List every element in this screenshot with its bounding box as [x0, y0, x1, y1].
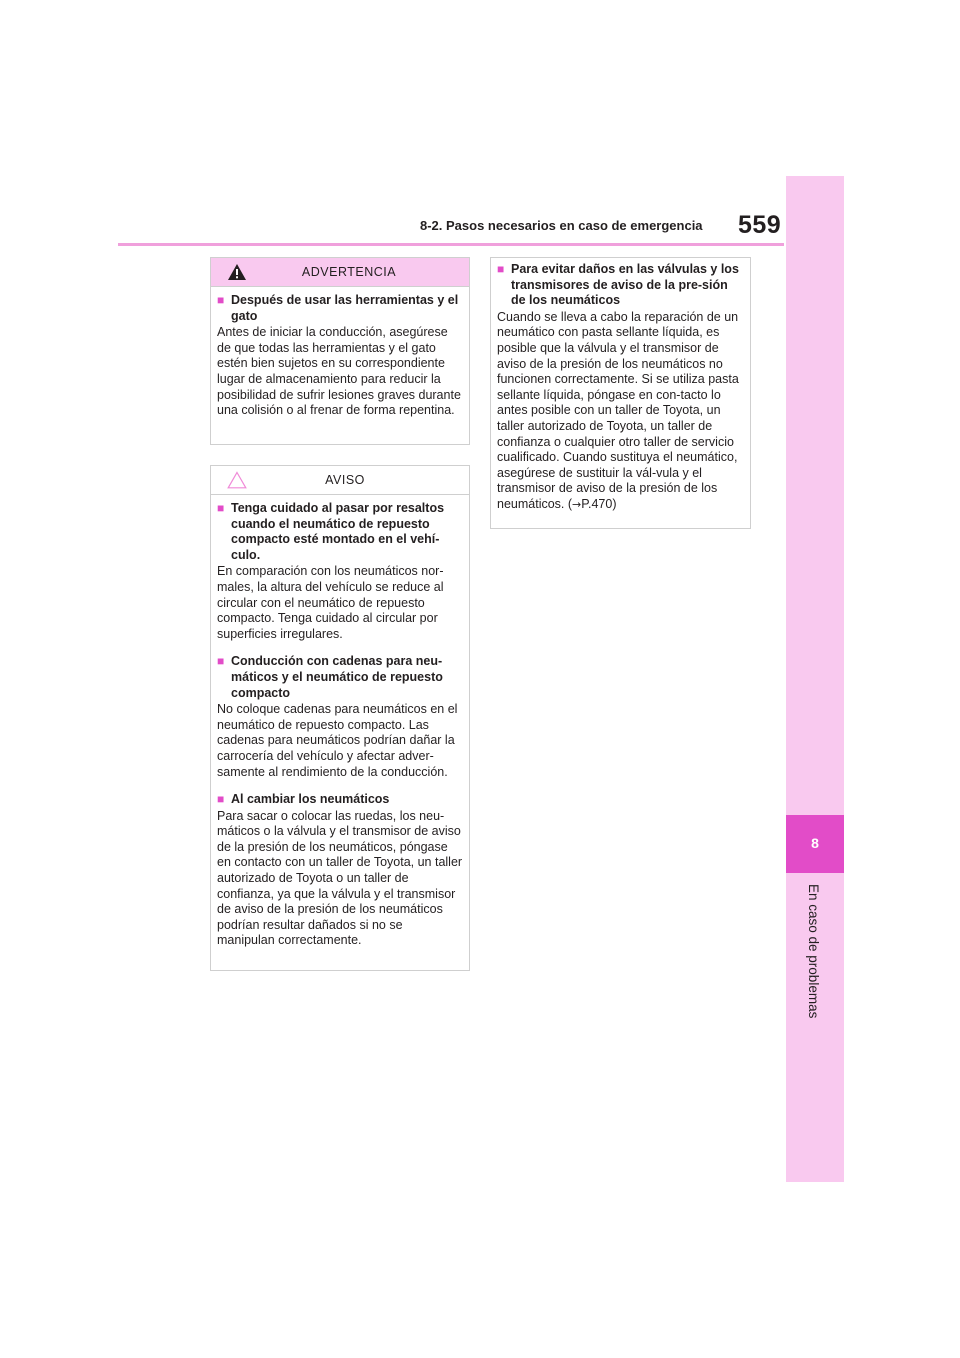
caution-triangle-icon [227, 471, 247, 489]
notice-heading: AVISO [325, 473, 365, 487]
chapter-label: En caso de problemas [806, 884, 821, 1019]
page-reference-link[interactable]: P.470 [581, 496, 613, 511]
warning-box [210, 257, 470, 445]
square-bullet-icon: ■ [217, 293, 225, 307]
notice-continuation-box [490, 257, 751, 529]
notice-item-text: Para sacar o colocar las ruedas, los neu-máticos o la válvula y el transmisor de aviso de la presión de los neumáticos, póngase en contacto con un taller de Toyota, un taller autorizado de Toyota o un taller de confianza, ya que la válvula y el transmisor de aviso de la presión de los neumáticos podrían resultar dañados si no se manipulan correctamente. [217, 808, 463, 948]
notice-item-title: ■ Al cambiar los neumáticos [217, 792, 390, 807]
notice-box [210, 465, 470, 971]
section-title: 8-2. Pasos necesarios en caso de emergencia [420, 218, 703, 233]
header-rule [118, 243, 784, 246]
page-number: 559 [738, 211, 782, 239]
warning-item-title: ■ Después de usar las herramientas y el gato [217, 293, 459, 323]
arrow-right-icon: → [572, 497, 582, 511]
warning-triangle-icon [227, 263, 247, 281]
square-bullet-icon: ■ [217, 654, 225, 669]
chapter-number: 8 [811, 835, 819, 851]
square-bullet-icon: ■ [497, 262, 505, 276]
square-bullet-icon: ■ [217, 792, 225, 807]
warning-heading: ADVERTENCIA [301, 265, 397, 279]
notice-item-text: En comparación con los neumáticos nor-males, la altura del vehículo se reduce al circular con el neumático de repuesto compacto. Tenga cuidado al circular por superficies irregulares. [217, 564, 444, 641]
warning-item-text: Antes de iniciar la conducción, asegúrese de que todas las herramientas y el gato estén bien sujetos en su correspondiente lugar de almacenamiento para reducir la posibilidad de sufrir lesiones graves durante una colisión o al frenar de forma repentina. [217, 325, 461, 418]
notice-item-title: ■ Tenga cuidado al pasar por resaltos cuando el neumático de repuesto compacto esté montado en el vehí-culo. [217, 501, 445, 562]
notice-item-text: No coloque cadenas para neumáticos en el neumático de repuesto compacto. Las cadenas para neumáticos podrían dañar la carrocería del vehículo y afectar adver-samente al rendimiento de la conducción. [217, 702, 458, 779]
notice-box-header [211, 466, 469, 495]
notice-item-text: Cuando se lleva a cabo la reparación de un neumático con pasta sellante líquida, es posible que la válvula y el transmisor de aviso de la presión de los neumáticos no funcionen correctamente. Si se utiliza pasta sellante líquida, póngase en con-tacto lo antes posible con un taller de Toyota, un taller autorizado de Toyota, un taller de confianza o cualquier otro taller de servicio cualificado. Cuando sustituya el neumático, asegúrese de sustituir la vál-vula y el transmisor de aviso de la presión de los neumáticos. (→P.470) [497, 309, 739, 511]
notice-item-title: ■ Conducción con cadenas para neu-máticos y el neumático de repuesto compacto [217, 654, 443, 700]
notice-item-title: ■ Para evitar daños en las válvulas y los transmisores de aviso de la pre-sión de los neumáticos [497, 262, 739, 308]
warning-box-header [211, 258, 469, 287]
square-bullet-icon: ■ [217, 501, 225, 515]
side-tab-strip [786, 176, 844, 1182]
